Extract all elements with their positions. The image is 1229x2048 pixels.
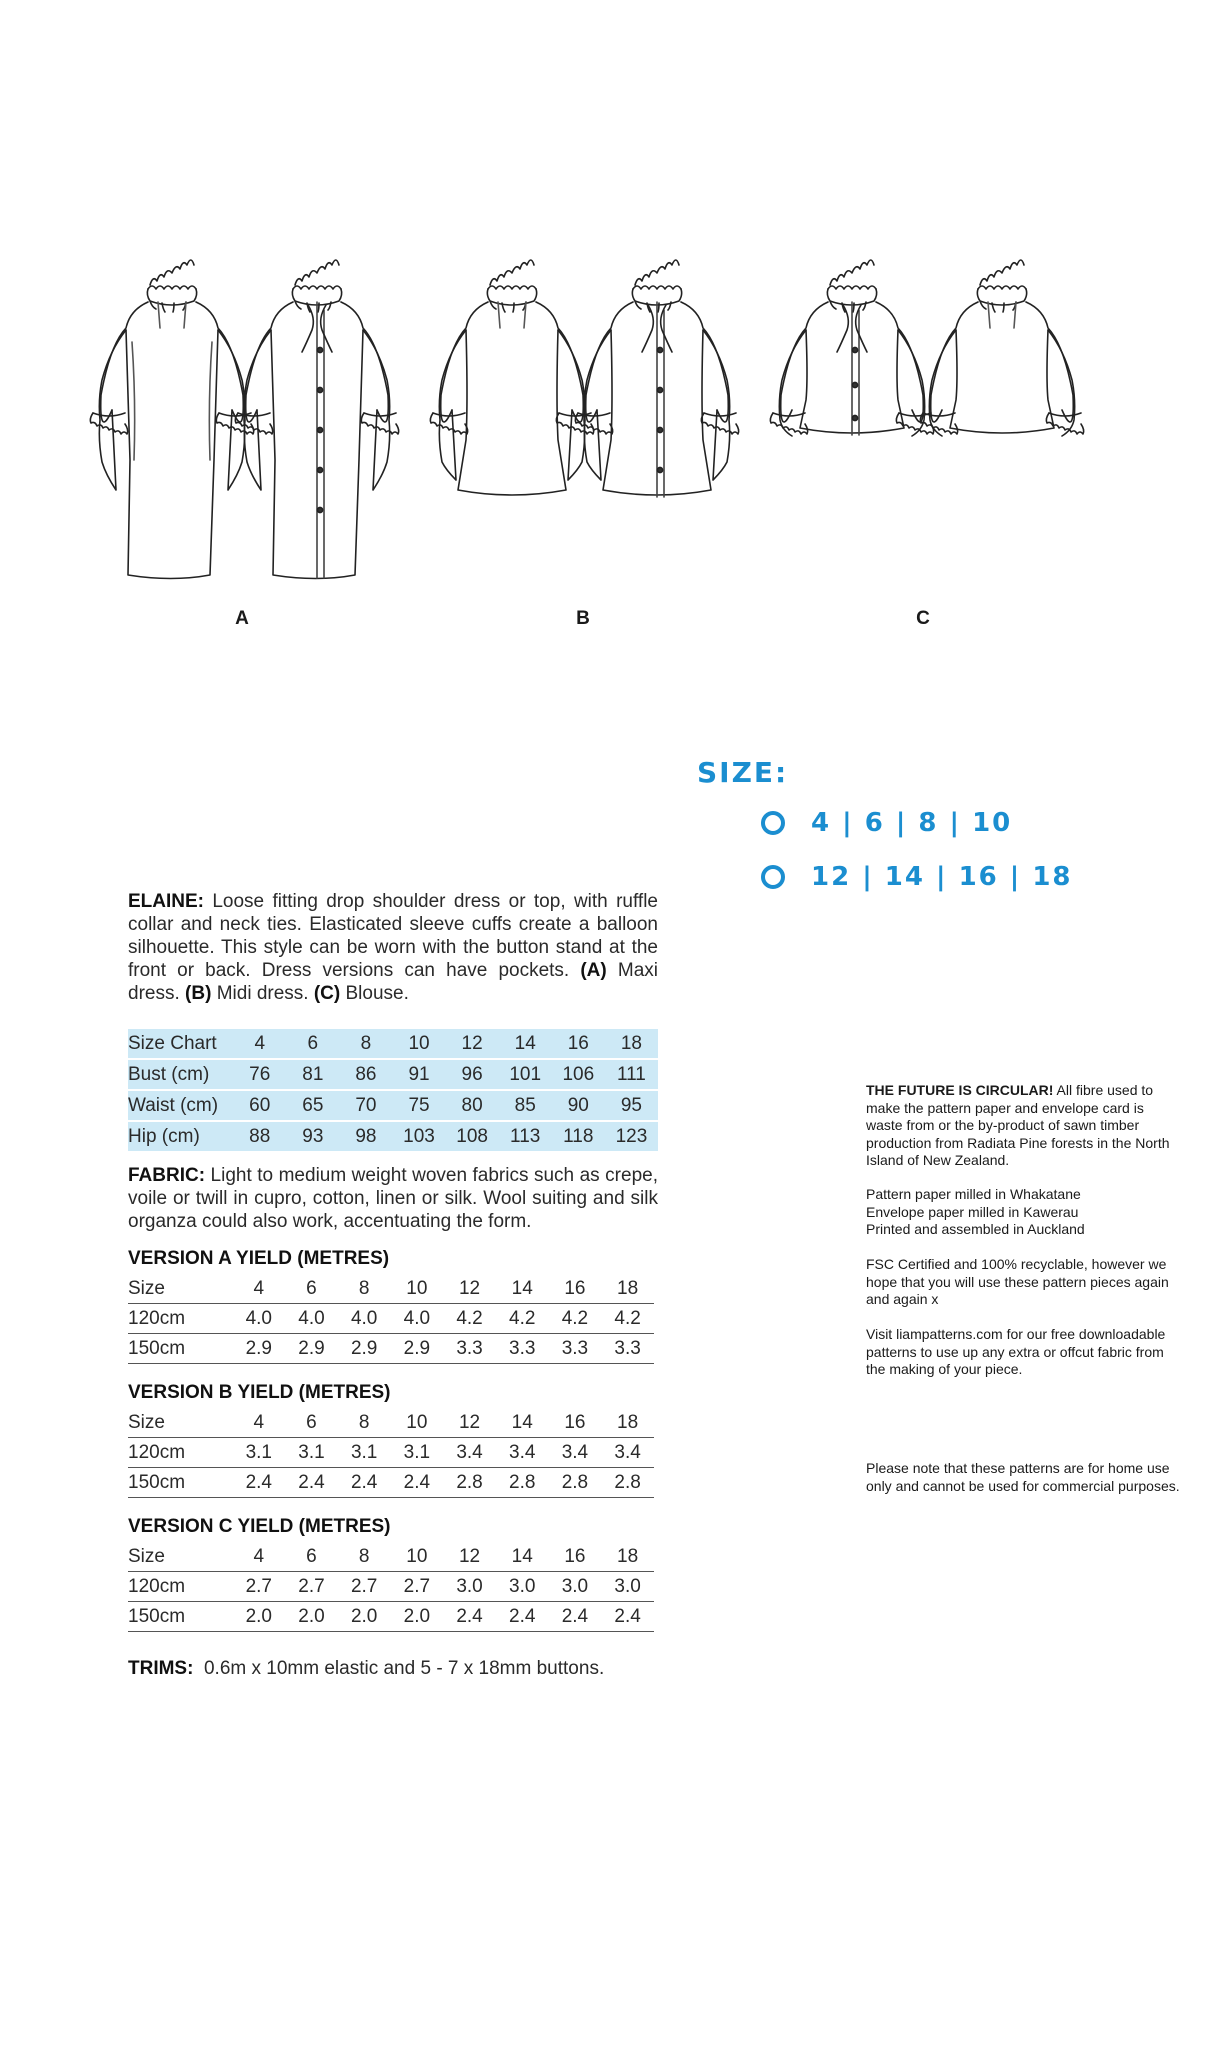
- cell-value: 106: [552, 1060, 605, 1089]
- row-label: Size: [128, 1408, 232, 1438]
- cell-value: 2.9: [232, 1334, 285, 1364]
- mill-notes: Pattern paper milled in Whakatane Envelope paper milled in Kawerau Printed and assembled in Auckland: [866, 1186, 1085, 1237]
- cell-value: 3.3: [549, 1334, 602, 1364]
- yield-row: [128, 1438, 654, 1468]
- cell-value: 2.4: [549, 1602, 602, 1632]
- cell-value: 18: [601, 1274, 654, 1304]
- cell-value: 2.0: [391, 1602, 444, 1632]
- cell-value: 95: [605, 1091, 658, 1120]
- cell-value: 123: [605, 1122, 658, 1151]
- cell-value: 4: [232, 1408, 285, 1438]
- cell-value: 4.0: [285, 1304, 338, 1334]
- cell-value: 86: [339, 1060, 392, 1089]
- row-label: Bust (cm): [128, 1060, 233, 1089]
- yield-a-title: VERSION A YIELD (METRES): [128, 1248, 390, 1269]
- cell-value: 65: [286, 1091, 339, 1120]
- cell-value: 12: [443, 1408, 496, 1438]
- fabric-label: FABRIC:: [128, 1165, 206, 1186]
- cell-value: 2.0: [338, 1602, 391, 1632]
- row-label: 150cm: [128, 1602, 232, 1632]
- cell-value: 81: [286, 1060, 339, 1089]
- cell-value: 3.4: [443, 1438, 496, 1468]
- cell-value: 4.0: [232, 1304, 285, 1334]
- cell-value: 3.3: [601, 1334, 654, 1364]
- cell-value: 3.1: [285, 1438, 338, 1468]
- cell-value: 18: [601, 1408, 654, 1438]
- trims-label: TRIMS:: [128, 1658, 194, 1679]
- cell-value: 14: [496, 1542, 549, 1572]
- row-label: Size Chart: [128, 1029, 233, 1058]
- yield-b-title: VERSION B YIELD (METRES): [128, 1382, 391, 1403]
- cell-value: 16: [552, 1029, 605, 1058]
- cell-value: 4: [232, 1274, 285, 1304]
- cell-value: 8: [338, 1542, 391, 1572]
- cell-value: 3.1: [232, 1438, 285, 1468]
- cell-value: 3.0: [549, 1572, 602, 1602]
- size-option-label: 12 | 14 | 16 | 18: [811, 862, 1073, 892]
- cell-value: 70: [339, 1091, 392, 1120]
- cell-value: 2.0: [232, 1602, 285, 1632]
- cell-value: 14: [496, 1274, 549, 1304]
- version-label-b: B: [576, 608, 590, 629]
- version-c-back-illustration: [920, 260, 1083, 436]
- size-chart-row: [128, 1091, 658, 1120]
- cell-value: 10: [391, 1408, 444, 1438]
- cell-value: 3.4: [496, 1438, 549, 1468]
- cell-value: 3.0: [496, 1572, 549, 1602]
- cell-value: 2.4: [391, 1468, 444, 1498]
- pattern-name: ELAINE:: [128, 891, 204, 912]
- cell-value: 103: [392, 1122, 445, 1151]
- cell-value: 18: [601, 1542, 654, 1572]
- cell-value: 91: [392, 1060, 445, 1089]
- cell-value: 3.3: [443, 1334, 496, 1364]
- radio-circle-icon[interactable]: [761, 811, 785, 835]
- cell-value: 6: [285, 1408, 338, 1438]
- cell-value: 2.8: [443, 1468, 496, 1498]
- row-label: 120cm: [128, 1438, 232, 1468]
- row-label: Waist (cm): [128, 1091, 233, 1120]
- cell-value: 80: [446, 1091, 499, 1120]
- cell-value: 2.4: [338, 1468, 391, 1498]
- cell-value: 2.7: [232, 1572, 285, 1602]
- size-chart-row: [128, 1122, 658, 1151]
- cell-value: 2.4: [443, 1602, 496, 1632]
- cell-value: 6: [286, 1029, 339, 1058]
- row-label: Size: [128, 1542, 232, 1572]
- garment-illustrations: [0, 0, 1229, 640]
- cell-value: 2.8: [601, 1468, 654, 1498]
- cell-value: 88: [233, 1122, 286, 1151]
- size-option-small[interactable]: [761, 806, 1012, 840]
- cell-value: 76: [233, 1060, 286, 1089]
- size-option-large[interactable]: [761, 860, 1073, 894]
- radio-circle-icon[interactable]: [761, 865, 785, 889]
- cell-value: 4: [232, 1542, 285, 1572]
- cell-value: 3.3: [496, 1334, 549, 1364]
- version-c-front-illustration: [770, 260, 933, 436]
- cell-value: 3.0: [443, 1572, 496, 1602]
- cell-value: 6: [285, 1274, 338, 1304]
- visit-note: Visit liampatterns.com for our free downloadable patterns to use up any extra or offcut fabric from the making of your piece.: [866, 1326, 1166, 1377]
- cell-value: 4.2: [549, 1304, 602, 1334]
- cell-value: 2.7: [391, 1572, 444, 1602]
- cell-value: 16: [549, 1408, 602, 1438]
- cell-value: 96: [446, 1060, 499, 1089]
- version-b-back-illustration: [430, 260, 593, 495]
- cell-value: 101: [499, 1060, 552, 1089]
- yield-row: [128, 1408, 654, 1438]
- version-a-back-illustration: [90, 260, 253, 579]
- yield-row: [128, 1304, 654, 1334]
- version-label-c: C: [916, 608, 930, 629]
- cell-value: 3.4: [601, 1438, 654, 1468]
- row-label: 150cm: [128, 1468, 232, 1498]
- yield-c-table: [128, 1542, 654, 1632]
- yield-row: [128, 1542, 654, 1572]
- circular-note: THE FUTURE IS CIRCULAR! All fibre used to make the pattern paper and envelope card is waste from or the by-product of sawn timber production from Radiata Pine forests in the North Island of New Zealand.: [866, 1082, 1170, 1168]
- cell-value: 3.1: [338, 1438, 391, 1468]
- cell-value: 16: [549, 1274, 602, 1304]
- cell-value: 111: [605, 1060, 658, 1089]
- cell-value: 8: [338, 1274, 391, 1304]
- cell-value: 10: [391, 1542, 444, 1572]
- cell-value: 16: [549, 1542, 602, 1572]
- version-a-front-illustration: [235, 260, 398, 579]
- yield-row: [128, 1274, 654, 1304]
- size-chart-table: [128, 1029, 658, 1151]
- yield-b-table: [128, 1408, 654, 1498]
- yield-row: [128, 1468, 654, 1498]
- cell-value: 12: [446, 1029, 499, 1058]
- fsc-note: FSC Certified and 100% recyclable, however we hope that you will use these pattern pieces again and again x: [866, 1256, 1169, 1307]
- cell-value: 108: [446, 1122, 499, 1151]
- cell-value: 8: [338, 1408, 391, 1438]
- cell-value: 60: [233, 1091, 286, 1120]
- cell-value: 2.8: [496, 1468, 549, 1498]
- cell-value: 4.0: [338, 1304, 391, 1334]
- cell-value: 12: [443, 1274, 496, 1304]
- version-b-front-illustration: [575, 260, 738, 497]
- cell-value: 2.4: [285, 1468, 338, 1498]
- cell-value: 2.7: [338, 1572, 391, 1602]
- version-label-a: A: [235, 608, 249, 629]
- home-use-note: Please note that these patterns are for home use only and cannot be used for commercial purposes.: [866, 1460, 1180, 1494]
- cell-value: 4.2: [601, 1304, 654, 1334]
- cell-value: 2.8: [549, 1468, 602, 1498]
- size-chart-row: [128, 1060, 658, 1089]
- cell-value: 93: [286, 1122, 339, 1151]
- cell-value: 2.7: [285, 1572, 338, 1602]
- cell-value: 75: [392, 1091, 445, 1120]
- cell-value: 3.1: [391, 1438, 444, 1468]
- row-label: Hip (cm): [128, 1122, 233, 1151]
- cell-value: 2.4: [232, 1468, 285, 1498]
- cell-value: 10: [392, 1029, 445, 1058]
- cell-value: 2.0: [285, 1602, 338, 1632]
- fabric-description: FABRIC: Light to medium weight woven fabrics such as crepe, voile or twill in cupro, cotton, linen or silk. Wool suiting and silk organza could also work, accentuating the form.: [128, 1165, 658, 1232]
- row-label: 120cm: [128, 1304, 232, 1334]
- size-title: SIZE:: [697, 756, 789, 789]
- row-label: Size: [128, 1274, 232, 1304]
- cell-value: 4.2: [443, 1304, 496, 1334]
- cell-value: 98: [339, 1122, 392, 1151]
- cell-value: 2.4: [601, 1602, 654, 1632]
- size-option-label: 4 | 6 | 8 | 10: [811, 808, 1013, 838]
- row-label: 120cm: [128, 1572, 232, 1602]
- cell-value: 113: [499, 1122, 552, 1151]
- cell-value: 14: [496, 1408, 549, 1438]
- cell-value: 4.2: [496, 1304, 549, 1334]
- cell-value: 118: [552, 1122, 605, 1151]
- cell-value: 90: [552, 1091, 605, 1120]
- cell-value: 3.0: [601, 1572, 654, 1602]
- cell-value: 12: [443, 1542, 496, 1572]
- cell-value: 2.9: [391, 1334, 444, 1364]
- cell-value: 3.4: [549, 1438, 602, 1468]
- cell-value: 2.9: [285, 1334, 338, 1364]
- cell-value: 18: [605, 1029, 658, 1058]
- pattern-description: ELAINE: Loose fitting drop shoulder dress or top, with ruffle collar and neck ties. Elasticated sleeve cuffs create a balloon silhouette. This style can be worn with the button stand at the front or back. Dress versions can have pockets. (A) Maxi dress. (B) Midi dress. (C) Blouse.: [128, 891, 658, 1004]
- size-chart-row: [128, 1029, 658, 1058]
- yield-row: [128, 1572, 654, 1602]
- cell-value: 4: [233, 1029, 286, 1058]
- cell-value: 14: [499, 1029, 552, 1058]
- cell-value: 10: [391, 1274, 444, 1304]
- cell-value: 2.4: [496, 1602, 549, 1632]
- cell-value: 4.0: [391, 1304, 444, 1334]
- yield-row: [128, 1334, 654, 1364]
- yield-c-title: VERSION C YIELD (METRES): [128, 1516, 391, 1537]
- row-label: 150cm: [128, 1334, 232, 1364]
- cell-value: 2.9: [338, 1334, 391, 1364]
- trims-line: TRIMS: 0.6m x 10mm elastic and 5 - 7 x 18mm buttons.: [128, 1658, 605, 1679]
- yield-a-table: [128, 1274, 654, 1364]
- cell-value: 85: [499, 1091, 552, 1120]
- yield-row: [128, 1602, 654, 1632]
- cell-value: 6: [285, 1542, 338, 1572]
- cell-value: 8: [339, 1029, 392, 1058]
